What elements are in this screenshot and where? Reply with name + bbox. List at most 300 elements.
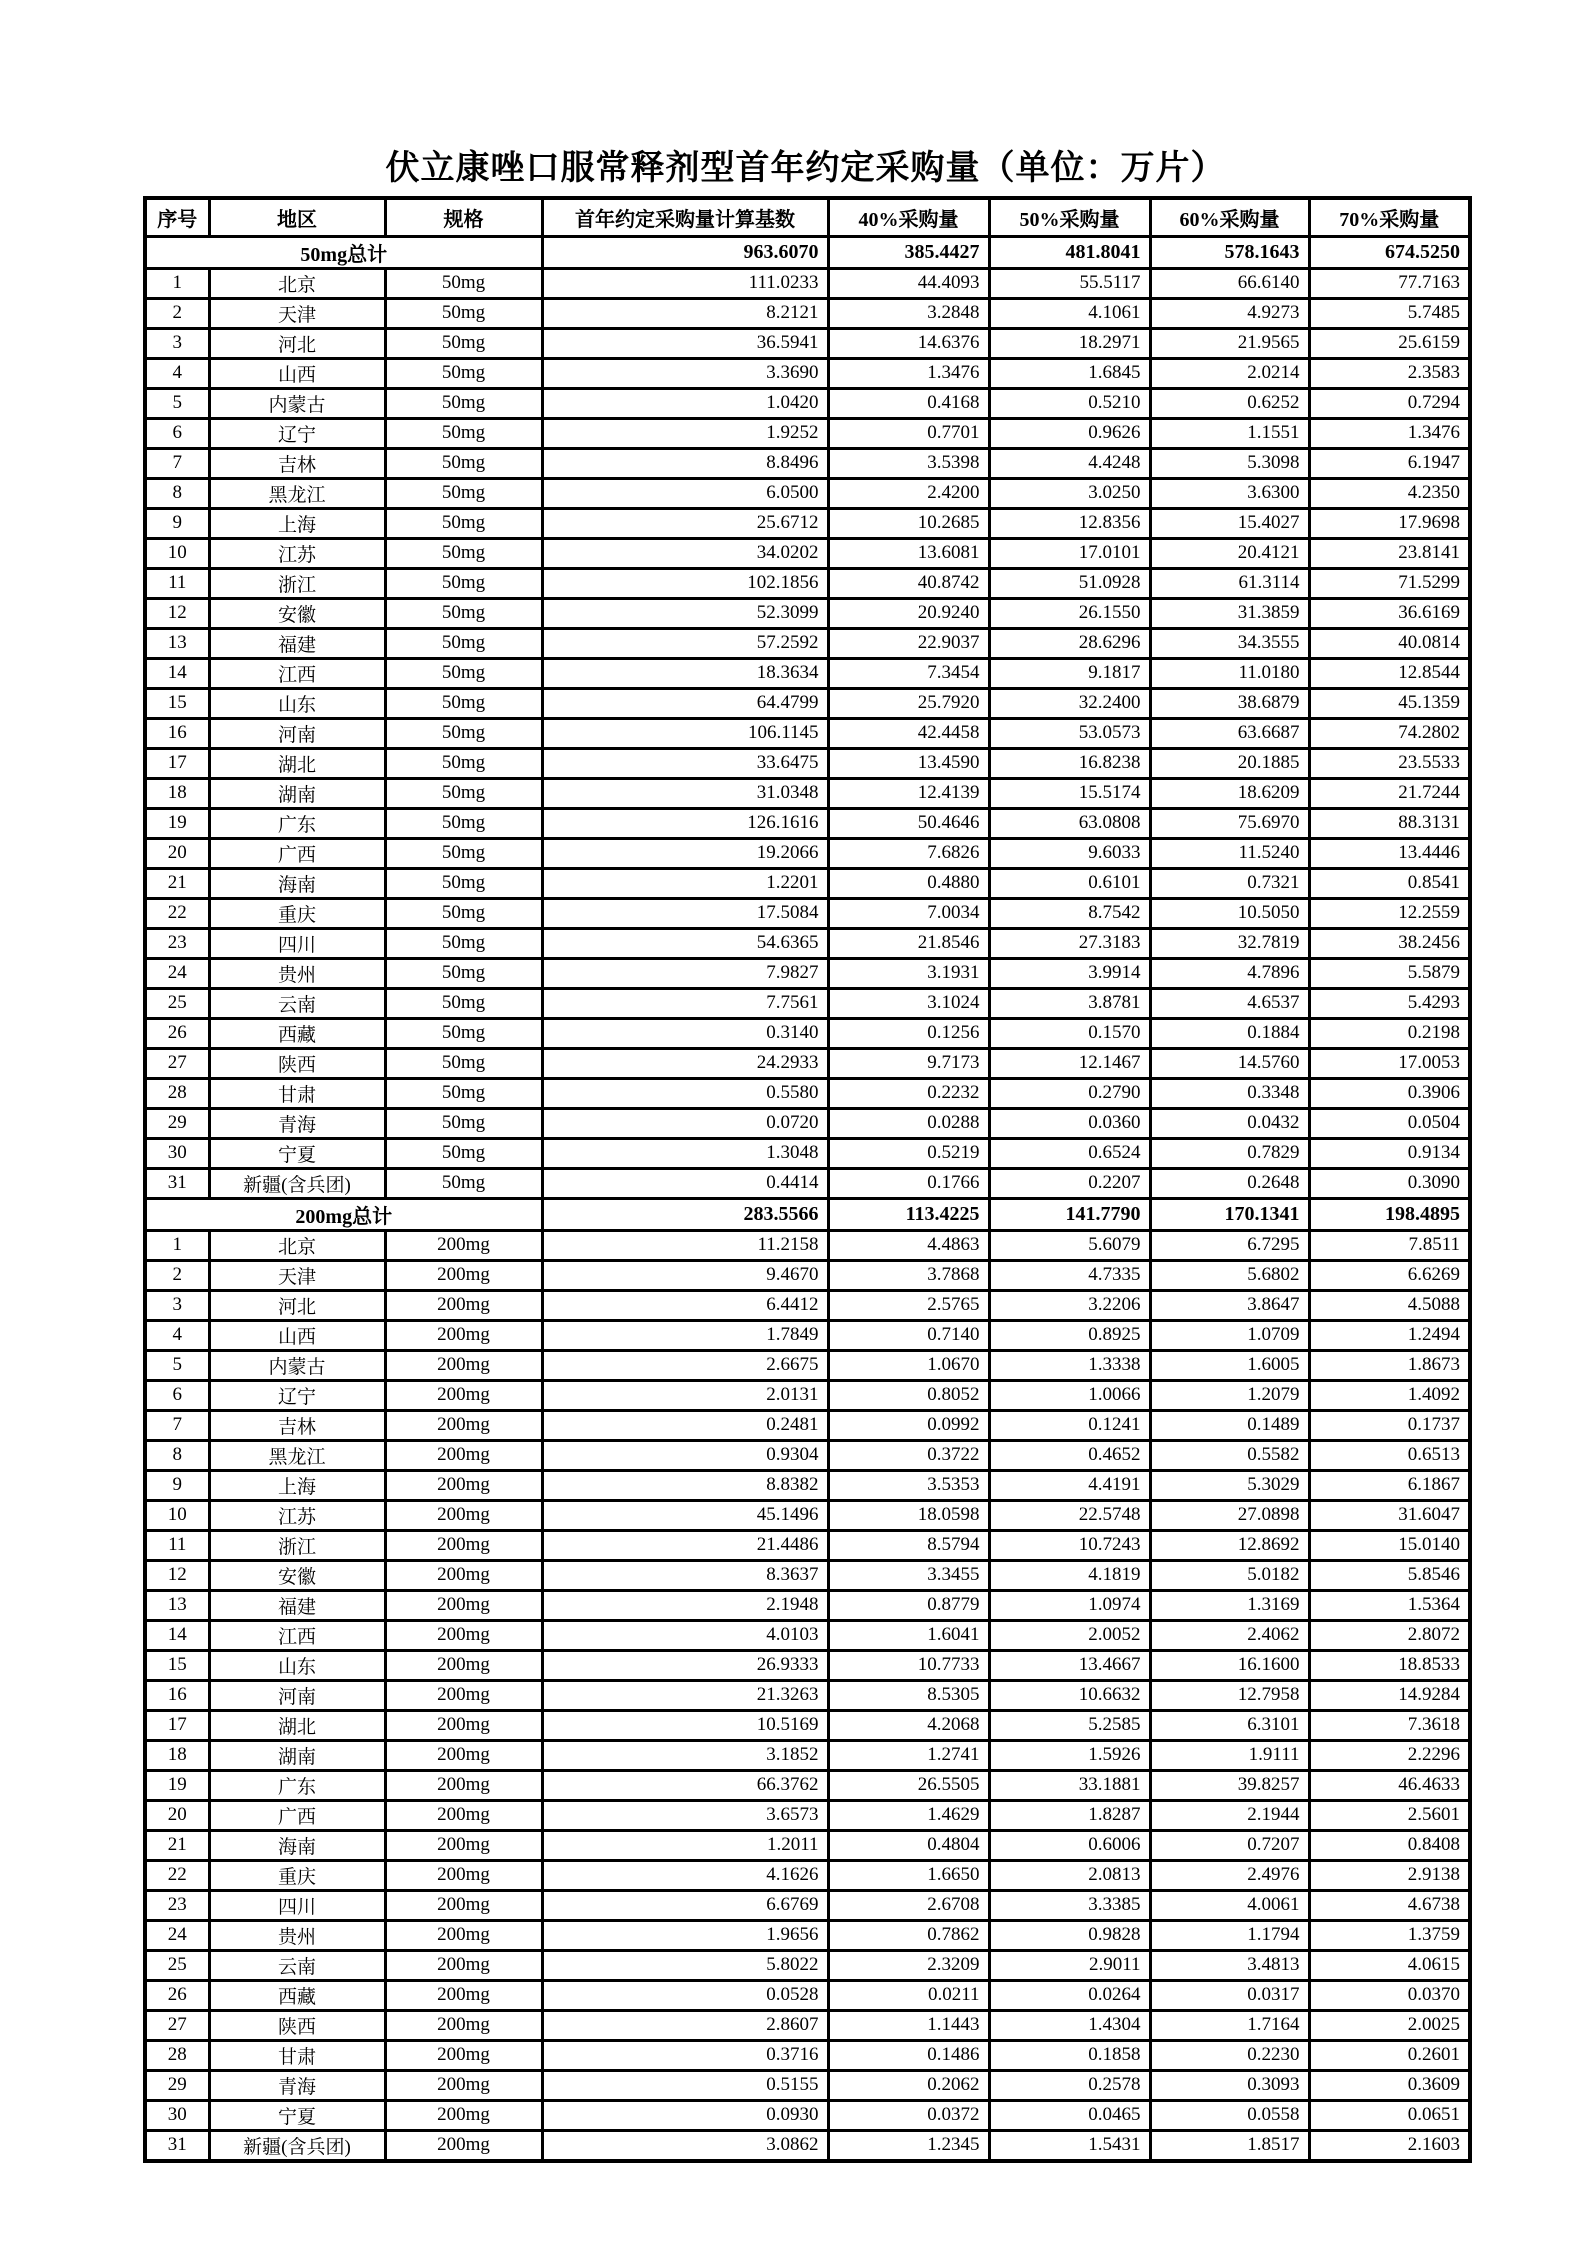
pct40-value-cell: 12.4139 [828, 778, 989, 808]
pct60-value-cell: 4.6537 [1150, 988, 1309, 1018]
base-value-cell: 52.3099 [542, 598, 828, 628]
spec-cell: 50mg [385, 958, 542, 988]
row-index-cell: 23 [145, 1890, 209, 1920]
spec-cell: 50mg [385, 898, 542, 928]
pct50-value-cell: 2.9011 [989, 1950, 1150, 1980]
pct60-value-cell: 15.4027 [1150, 508, 1309, 538]
region-cell: 广西 [209, 1800, 385, 1830]
pct50-value-cell: 3.3385 [989, 1890, 1150, 1920]
pct60-value-cell: 1.6005 [1150, 1350, 1309, 1380]
base-value-cell: 19.2066 [542, 838, 828, 868]
pct50-value-cell: 27.3183 [989, 928, 1150, 958]
base-value-cell: 7.9827 [542, 958, 828, 988]
region-cell: 重庆 [209, 1860, 385, 1890]
base-value-cell: 2.8607 [542, 2010, 828, 2040]
row-index-cell: 10 [145, 1500, 209, 1530]
pct60-value-cell: 1.3169 [1150, 1590, 1309, 1620]
row-index-cell: 31 [145, 1168, 209, 1198]
pct60-value-cell: 32.7819 [1150, 928, 1309, 958]
row-index-cell: 13 [145, 628, 209, 658]
pct40-value-cell: 1.6041 [828, 1620, 989, 1650]
base-value-cell: 11.2158 [542, 1230, 828, 1260]
header-cell: 首年约定采购量计算基数 [542, 198, 828, 236]
pct70-value-cell: 1.8673 [1309, 1350, 1470, 1380]
table-row [145, 2100, 1470, 2130]
pct60-value-cell: 1.0709 [1150, 1320, 1309, 1350]
spec-cell: 200mg [385, 1770, 542, 1800]
base-value-cell: 5.8022 [542, 1950, 828, 1980]
table-row [145, 1320, 1470, 1350]
row-index-cell: 13 [145, 1590, 209, 1620]
pct60-value-cell: 12.8692 [1150, 1530, 1309, 1560]
spec-cell: 50mg [385, 748, 542, 778]
pct70-value-cell: 5.8546 [1309, 1560, 1470, 1590]
base-value-cell: 33.6475 [542, 748, 828, 778]
pct40-value-cell: 18.0598 [828, 1500, 989, 1530]
pct40-value-cell: 0.3722 [828, 1440, 989, 1470]
region-cell: 河南 [209, 718, 385, 748]
pct50-value-cell: 0.6524 [989, 1138, 1150, 1168]
row-index-cell: 24 [145, 1920, 209, 1950]
row-index-cell: 27 [145, 1048, 209, 1078]
pct50-value-cell: 12.8356 [989, 508, 1150, 538]
spec-cell: 200mg [385, 1410, 542, 1440]
pct40-value-cell: 3.1931 [828, 958, 989, 988]
spec-cell: 50mg [385, 628, 542, 658]
pct40-value-cell: 1.4629 [828, 1800, 989, 1830]
table-row [145, 898, 1470, 928]
base-value-cell: 2.0131 [542, 1380, 828, 1410]
row-index-cell: 15 [145, 1650, 209, 1680]
pct70-value-cell: 17.0053 [1309, 1048, 1470, 1078]
spec-cell: 200mg [385, 1290, 542, 1320]
pct50-value-cell: 4.4191 [989, 1470, 1150, 1500]
row-index-cell: 31 [145, 2130, 209, 2161]
spec-cell: 200mg [385, 1800, 542, 1830]
pct50-value-cell: 0.9828 [989, 1920, 1150, 1950]
region-cell: 黑龙江 [209, 1440, 385, 1470]
pct40-value-cell: 4.2068 [828, 1710, 989, 1740]
pct70-value-cell: 0.0370 [1309, 1980, 1470, 2010]
header-cell: 70%采购量 [1309, 198, 1470, 236]
pct50-value-cell: 0.6006 [989, 1830, 1150, 1860]
pct50-value-cell: 2.0813 [989, 1860, 1150, 1890]
pct60-value-cell: 0.0432 [1150, 1108, 1309, 1138]
spec-cell: 200mg [385, 1980, 542, 2010]
spec-cell: 50mg [385, 568, 542, 598]
pct70-value-cell: 12.8544 [1309, 658, 1470, 688]
pct60-value-cell: 0.5582 [1150, 1440, 1309, 1470]
pct60-value-cell: 11.5240 [1150, 838, 1309, 868]
pct50-value-cell: 55.5117 [989, 268, 1150, 298]
region-cell: 海南 [209, 868, 385, 898]
region-cell: 四川 [209, 1890, 385, 1920]
base-value-cell: 36.5941 [542, 328, 828, 358]
table-row [145, 1920, 1470, 1950]
pct70-value-cell: 0.2198 [1309, 1018, 1470, 1048]
row-index-cell: 18 [145, 778, 209, 808]
pct70-value-cell: 2.9138 [1309, 1860, 1470, 1890]
row-index-cell: 3 [145, 328, 209, 358]
pct70-value-cell: 6.1867 [1309, 1470, 1470, 1500]
spec-cell: 200mg [385, 1440, 542, 1470]
summary-value-cell: 963.6070 [542, 236, 828, 268]
pct40-value-cell: 0.1766 [828, 1168, 989, 1198]
region-cell: 青海 [209, 1108, 385, 1138]
region-cell: 河南 [209, 1680, 385, 1710]
row-index-cell: 22 [145, 1860, 209, 1890]
base-value-cell: 1.2201 [542, 868, 828, 898]
pct70-value-cell: 5.4293 [1309, 988, 1470, 1018]
region-cell: 北京 [209, 268, 385, 298]
pct70-value-cell: 71.5299 [1309, 568, 1470, 598]
base-value-cell: 4.1626 [542, 1860, 828, 1890]
region-cell: 浙江 [209, 568, 385, 598]
region-cell: 陕西 [209, 1048, 385, 1078]
pct50-value-cell: 0.1570 [989, 1018, 1150, 1048]
base-value-cell: 3.1852 [542, 1740, 828, 1770]
pct60-value-cell: 0.2230 [1150, 2040, 1309, 2070]
spec-cell: 50mg [385, 448, 542, 478]
base-value-cell: 0.4414 [542, 1168, 828, 1198]
table-row [145, 718, 1470, 748]
region-cell: 云南 [209, 988, 385, 1018]
spec-cell: 50mg [385, 778, 542, 808]
spec-cell: 200mg [385, 1320, 542, 1350]
base-value-cell: 8.8382 [542, 1470, 828, 1500]
pct40-value-cell: 13.6081 [828, 538, 989, 568]
base-value-cell: 6.6769 [542, 1890, 828, 1920]
pct70-value-cell: 36.6169 [1309, 598, 1470, 628]
base-value-cell: 57.2592 [542, 628, 828, 658]
pct60-value-cell: 38.6879 [1150, 688, 1309, 718]
region-cell: 湖南 [209, 1740, 385, 1770]
base-value-cell: 6.4412 [542, 1290, 828, 1320]
spec-cell: 50mg [385, 838, 542, 868]
spec-cell: 200mg [385, 1380, 542, 1410]
pct50-value-cell: 10.7243 [989, 1530, 1150, 1560]
base-value-cell: 2.1948 [542, 1590, 828, 1620]
table-row [145, 388, 1470, 418]
pct70-value-cell: 5.7485 [1309, 298, 1470, 328]
header-cell: 40%采购量 [828, 198, 989, 236]
header-cell: 50%采购量 [989, 198, 1150, 236]
pct60-value-cell: 3.4813 [1150, 1950, 1309, 1980]
table-row [145, 1650, 1470, 1680]
row-index-cell: 20 [145, 1800, 209, 1830]
table-row [145, 1440, 1470, 1470]
pct40-value-cell: 2.3209 [828, 1950, 989, 1980]
pct70-value-cell: 46.4633 [1309, 1770, 1470, 1800]
region-cell: 贵州 [209, 958, 385, 988]
pct70-value-cell: 18.8533 [1309, 1650, 1470, 1680]
spec-cell: 200mg [385, 1950, 542, 1980]
pct50-value-cell: 32.2400 [989, 688, 1150, 718]
pct40-value-cell: 1.2741 [828, 1740, 989, 1770]
region-cell: 内蒙古 [209, 388, 385, 418]
spec-cell: 50mg [385, 538, 542, 568]
table-row [145, 748, 1470, 778]
base-value-cell: 1.2011 [542, 1830, 828, 1860]
region-cell: 宁夏 [209, 1138, 385, 1168]
pct40-value-cell: 10.7733 [828, 1650, 989, 1680]
pct40-value-cell: 0.0288 [828, 1108, 989, 1138]
pct40-value-cell: 3.3455 [828, 1560, 989, 1590]
base-value-cell: 66.3762 [542, 1770, 828, 1800]
pct40-value-cell: 7.6826 [828, 838, 989, 868]
region-cell: 贵州 [209, 1920, 385, 1950]
pct70-value-cell: 0.1737 [1309, 1410, 1470, 1440]
spec-cell: 50mg [385, 988, 542, 1018]
table-row [145, 1950, 1470, 1980]
pct50-value-cell: 22.5748 [989, 1500, 1150, 1530]
region-cell: 山西 [209, 358, 385, 388]
spec-cell: 200mg [385, 2070, 542, 2100]
pct70-value-cell: 4.6738 [1309, 1890, 1470, 1920]
pct50-value-cell: 16.8238 [989, 748, 1150, 778]
pct70-value-cell: 0.3609 [1309, 2070, 1470, 2100]
pct70-value-cell: 14.9284 [1309, 1680, 1470, 1710]
pct40-value-cell: 0.7140 [828, 1320, 989, 1350]
spec-cell: 200mg [385, 1920, 542, 1950]
pct40-value-cell: 1.3476 [828, 358, 989, 388]
summary-label-cell: 200mg总计 [145, 1198, 542, 1230]
pct70-value-cell: 1.5364 [1309, 1590, 1470, 1620]
pct40-value-cell: 1.2345 [828, 2130, 989, 2161]
pct50-value-cell: 63.0808 [989, 808, 1150, 838]
table-row [145, 1590, 1470, 1620]
pct40-value-cell: 0.1486 [828, 2040, 989, 2070]
table-row [145, 778, 1470, 808]
pct60-value-cell: 1.2079 [1150, 1380, 1309, 1410]
header-cell: 序号 [145, 198, 209, 236]
pct60-value-cell: 4.7896 [1150, 958, 1309, 988]
table-row [145, 1168, 1470, 1198]
pct60-value-cell: 0.3093 [1150, 2070, 1309, 2100]
row-index-cell: 11 [145, 568, 209, 598]
pct70-value-cell: 0.7294 [1309, 388, 1470, 418]
row-index-cell: 1 [145, 1230, 209, 1260]
region-cell: 天津 [209, 298, 385, 328]
row-index-cell: 29 [145, 1108, 209, 1138]
table-row [145, 1078, 1470, 1108]
region-cell: 广西 [209, 838, 385, 868]
table-row [145, 628, 1470, 658]
summary-value-cell: 141.7790 [989, 1198, 1150, 1230]
table-row [145, 1108, 1470, 1138]
region-cell: 山西 [209, 1320, 385, 1350]
spec-cell: 200mg [385, 2010, 542, 2040]
pct60-value-cell: 0.1884 [1150, 1018, 1309, 1048]
row-index-cell: 27 [145, 2010, 209, 2040]
pct40-value-cell: 3.1024 [828, 988, 989, 1018]
region-cell: 吉林 [209, 448, 385, 478]
pct70-value-cell: 4.2350 [1309, 478, 1470, 508]
base-value-cell: 126.1616 [542, 808, 828, 838]
base-value-cell: 0.3716 [542, 2040, 828, 2070]
pct60-value-cell: 0.7829 [1150, 1138, 1309, 1168]
pct50-value-cell: 9.6033 [989, 838, 1150, 868]
region-cell: 西藏 [209, 1018, 385, 1048]
base-value-cell: 24.2933 [542, 1048, 828, 1078]
pct70-value-cell: 88.3131 [1309, 808, 1470, 838]
pct40-value-cell: 0.1256 [828, 1018, 989, 1048]
table-row [145, 1290, 1470, 1320]
region-cell: 广东 [209, 808, 385, 838]
pct50-value-cell: 10.6632 [989, 1680, 1150, 1710]
spec-cell: 50mg [385, 508, 542, 538]
region-cell: 北京 [209, 1230, 385, 1260]
table-row [145, 1350, 1470, 1380]
table-row [145, 1230, 1470, 1260]
pct50-value-cell: 3.2206 [989, 1290, 1150, 1320]
pct50-value-cell: 0.2790 [989, 1078, 1150, 1108]
table-row [145, 1048, 1470, 1078]
pct40-value-cell: 0.4804 [828, 1830, 989, 1860]
pct60-value-cell: 3.8647 [1150, 1290, 1309, 1320]
table-row [145, 1860, 1470, 1890]
spec-cell: 50mg [385, 868, 542, 898]
pct60-value-cell: 5.6802 [1150, 1260, 1309, 1290]
row-index-cell: 8 [145, 1440, 209, 1470]
row-index-cell: 7 [145, 1410, 209, 1440]
pct50-value-cell: 0.9626 [989, 418, 1150, 448]
summary-value-cell: 578.1643 [1150, 236, 1309, 268]
base-value-cell: 1.3048 [542, 1138, 828, 1168]
region-cell: 江苏 [209, 538, 385, 568]
pct70-value-cell: 1.3476 [1309, 418, 1470, 448]
pct40-value-cell: 0.0211 [828, 1980, 989, 2010]
pct40-value-cell: 2.6708 [828, 1890, 989, 1920]
pct40-value-cell: 0.5219 [828, 1138, 989, 1168]
spec-cell: 50mg [385, 1018, 542, 1048]
pct40-value-cell: 1.6650 [828, 1860, 989, 1890]
spec-cell: 200mg [385, 1560, 542, 1590]
pct60-value-cell: 20.1885 [1150, 748, 1309, 778]
row-index-cell: 25 [145, 1950, 209, 1980]
row-index-cell: 11 [145, 1530, 209, 1560]
region-cell: 江苏 [209, 1500, 385, 1530]
table-row [145, 688, 1470, 718]
spec-cell: 50mg [385, 478, 542, 508]
row-index-cell: 28 [145, 1078, 209, 1108]
spec-cell: 200mg [385, 1890, 542, 1920]
region-cell: 安徽 [209, 598, 385, 628]
table-row [145, 958, 1470, 988]
pct50-value-cell: 1.4304 [989, 2010, 1150, 2040]
pct70-value-cell: 31.6047 [1309, 1500, 1470, 1530]
region-cell: 云南 [209, 1950, 385, 1980]
table-row [145, 1500, 1470, 1530]
header-cell: 地区 [209, 198, 385, 236]
base-value-cell: 0.5155 [542, 2070, 828, 2100]
pct50-value-cell: 1.5926 [989, 1740, 1150, 1770]
table-row [145, 838, 1470, 868]
table-row [145, 478, 1470, 508]
pct40-value-cell: 0.2232 [828, 1078, 989, 1108]
spec-cell: 200mg [385, 2040, 542, 2070]
summary-label-cell: 50mg总计 [145, 236, 542, 268]
region-cell: 江西 [209, 1620, 385, 1650]
pct70-value-cell: 6.6269 [1309, 1260, 1470, 1290]
spec-cell: 50mg [385, 808, 542, 838]
pct70-value-cell: 25.6159 [1309, 328, 1470, 358]
region-cell: 福建 [209, 1590, 385, 1620]
row-index-cell: 10 [145, 538, 209, 568]
pct70-value-cell: 2.3583 [1309, 358, 1470, 388]
pct70-value-cell: 4.0615 [1309, 1950, 1470, 1980]
base-value-cell: 111.0233 [542, 268, 828, 298]
table-row [145, 1890, 1470, 1920]
pct60-value-cell: 10.5050 [1150, 898, 1309, 928]
pct40-value-cell: 0.0992 [828, 1410, 989, 1440]
pct50-value-cell: 0.1858 [989, 2040, 1150, 2070]
table-row [145, 1740, 1470, 1770]
pct50-value-cell: 4.7335 [989, 1260, 1150, 1290]
spec-cell: 200mg [385, 2130, 542, 2161]
pct70-value-cell: 0.3906 [1309, 1078, 1470, 1108]
pct70-value-cell: 21.7244 [1309, 778, 1470, 808]
summary-value-cell: 198.4895 [1309, 1198, 1470, 1230]
pct60-value-cell: 5.0182 [1150, 1560, 1309, 1590]
base-value-cell: 3.3690 [542, 358, 828, 388]
pct70-value-cell: 12.2559 [1309, 898, 1470, 928]
base-value-cell: 17.5084 [542, 898, 828, 928]
pct50-value-cell: 0.5210 [989, 388, 1150, 418]
pct40-value-cell: 0.4168 [828, 388, 989, 418]
base-value-cell: 3.0862 [542, 2130, 828, 2161]
pct50-value-cell: 0.0465 [989, 2100, 1150, 2130]
pct40-value-cell: 4.4863 [828, 1230, 989, 1260]
pct70-value-cell: 74.2802 [1309, 718, 1470, 748]
summary-value-cell: 674.5250 [1309, 236, 1470, 268]
table-row [145, 868, 1470, 898]
summary-row [145, 1198, 1470, 1230]
pct60-value-cell: 16.1600 [1150, 1650, 1309, 1680]
pct50-value-cell: 4.1819 [989, 1560, 1150, 1590]
pct60-value-cell: 18.6209 [1150, 778, 1309, 808]
pct40-value-cell: 0.0372 [828, 2100, 989, 2130]
base-value-cell: 9.4670 [542, 1260, 828, 1290]
table-row [145, 808, 1470, 838]
base-value-cell: 21.4486 [542, 1530, 828, 1560]
pct60-value-cell: 6.7295 [1150, 1230, 1309, 1260]
pct70-value-cell: 4.5088 [1309, 1290, 1470, 1320]
base-value-cell: 2.6675 [542, 1350, 828, 1380]
base-value-cell: 106.1145 [542, 718, 828, 748]
pct50-value-cell: 1.8287 [989, 1800, 1150, 1830]
pct40-value-cell: 1.1443 [828, 2010, 989, 2040]
row-index-cell: 3 [145, 1290, 209, 1320]
spec-cell: 200mg [385, 1680, 542, 1710]
pct40-value-cell: 1.0670 [828, 1350, 989, 1380]
summary-value-cell: 481.8041 [989, 236, 1150, 268]
pct60-value-cell: 39.8257 [1150, 1770, 1309, 1800]
table-row [145, 1560, 1470, 1590]
spec-cell: 200mg [385, 1350, 542, 1380]
row-index-cell: 26 [145, 1018, 209, 1048]
pct70-value-cell: 0.3090 [1309, 1168, 1470, 1198]
table-row [145, 418, 1470, 448]
pct60-value-cell: 0.2648 [1150, 1168, 1309, 1198]
pct50-value-cell: 0.1241 [989, 1410, 1150, 1440]
region-cell: 辽宁 [209, 1380, 385, 1410]
spec-cell: 50mg [385, 328, 542, 358]
base-value-cell: 34.0202 [542, 538, 828, 568]
pct60-value-cell: 1.8517 [1150, 2130, 1309, 2161]
table-row [145, 1710, 1470, 1740]
pct50-value-cell: 4.1061 [989, 298, 1150, 328]
